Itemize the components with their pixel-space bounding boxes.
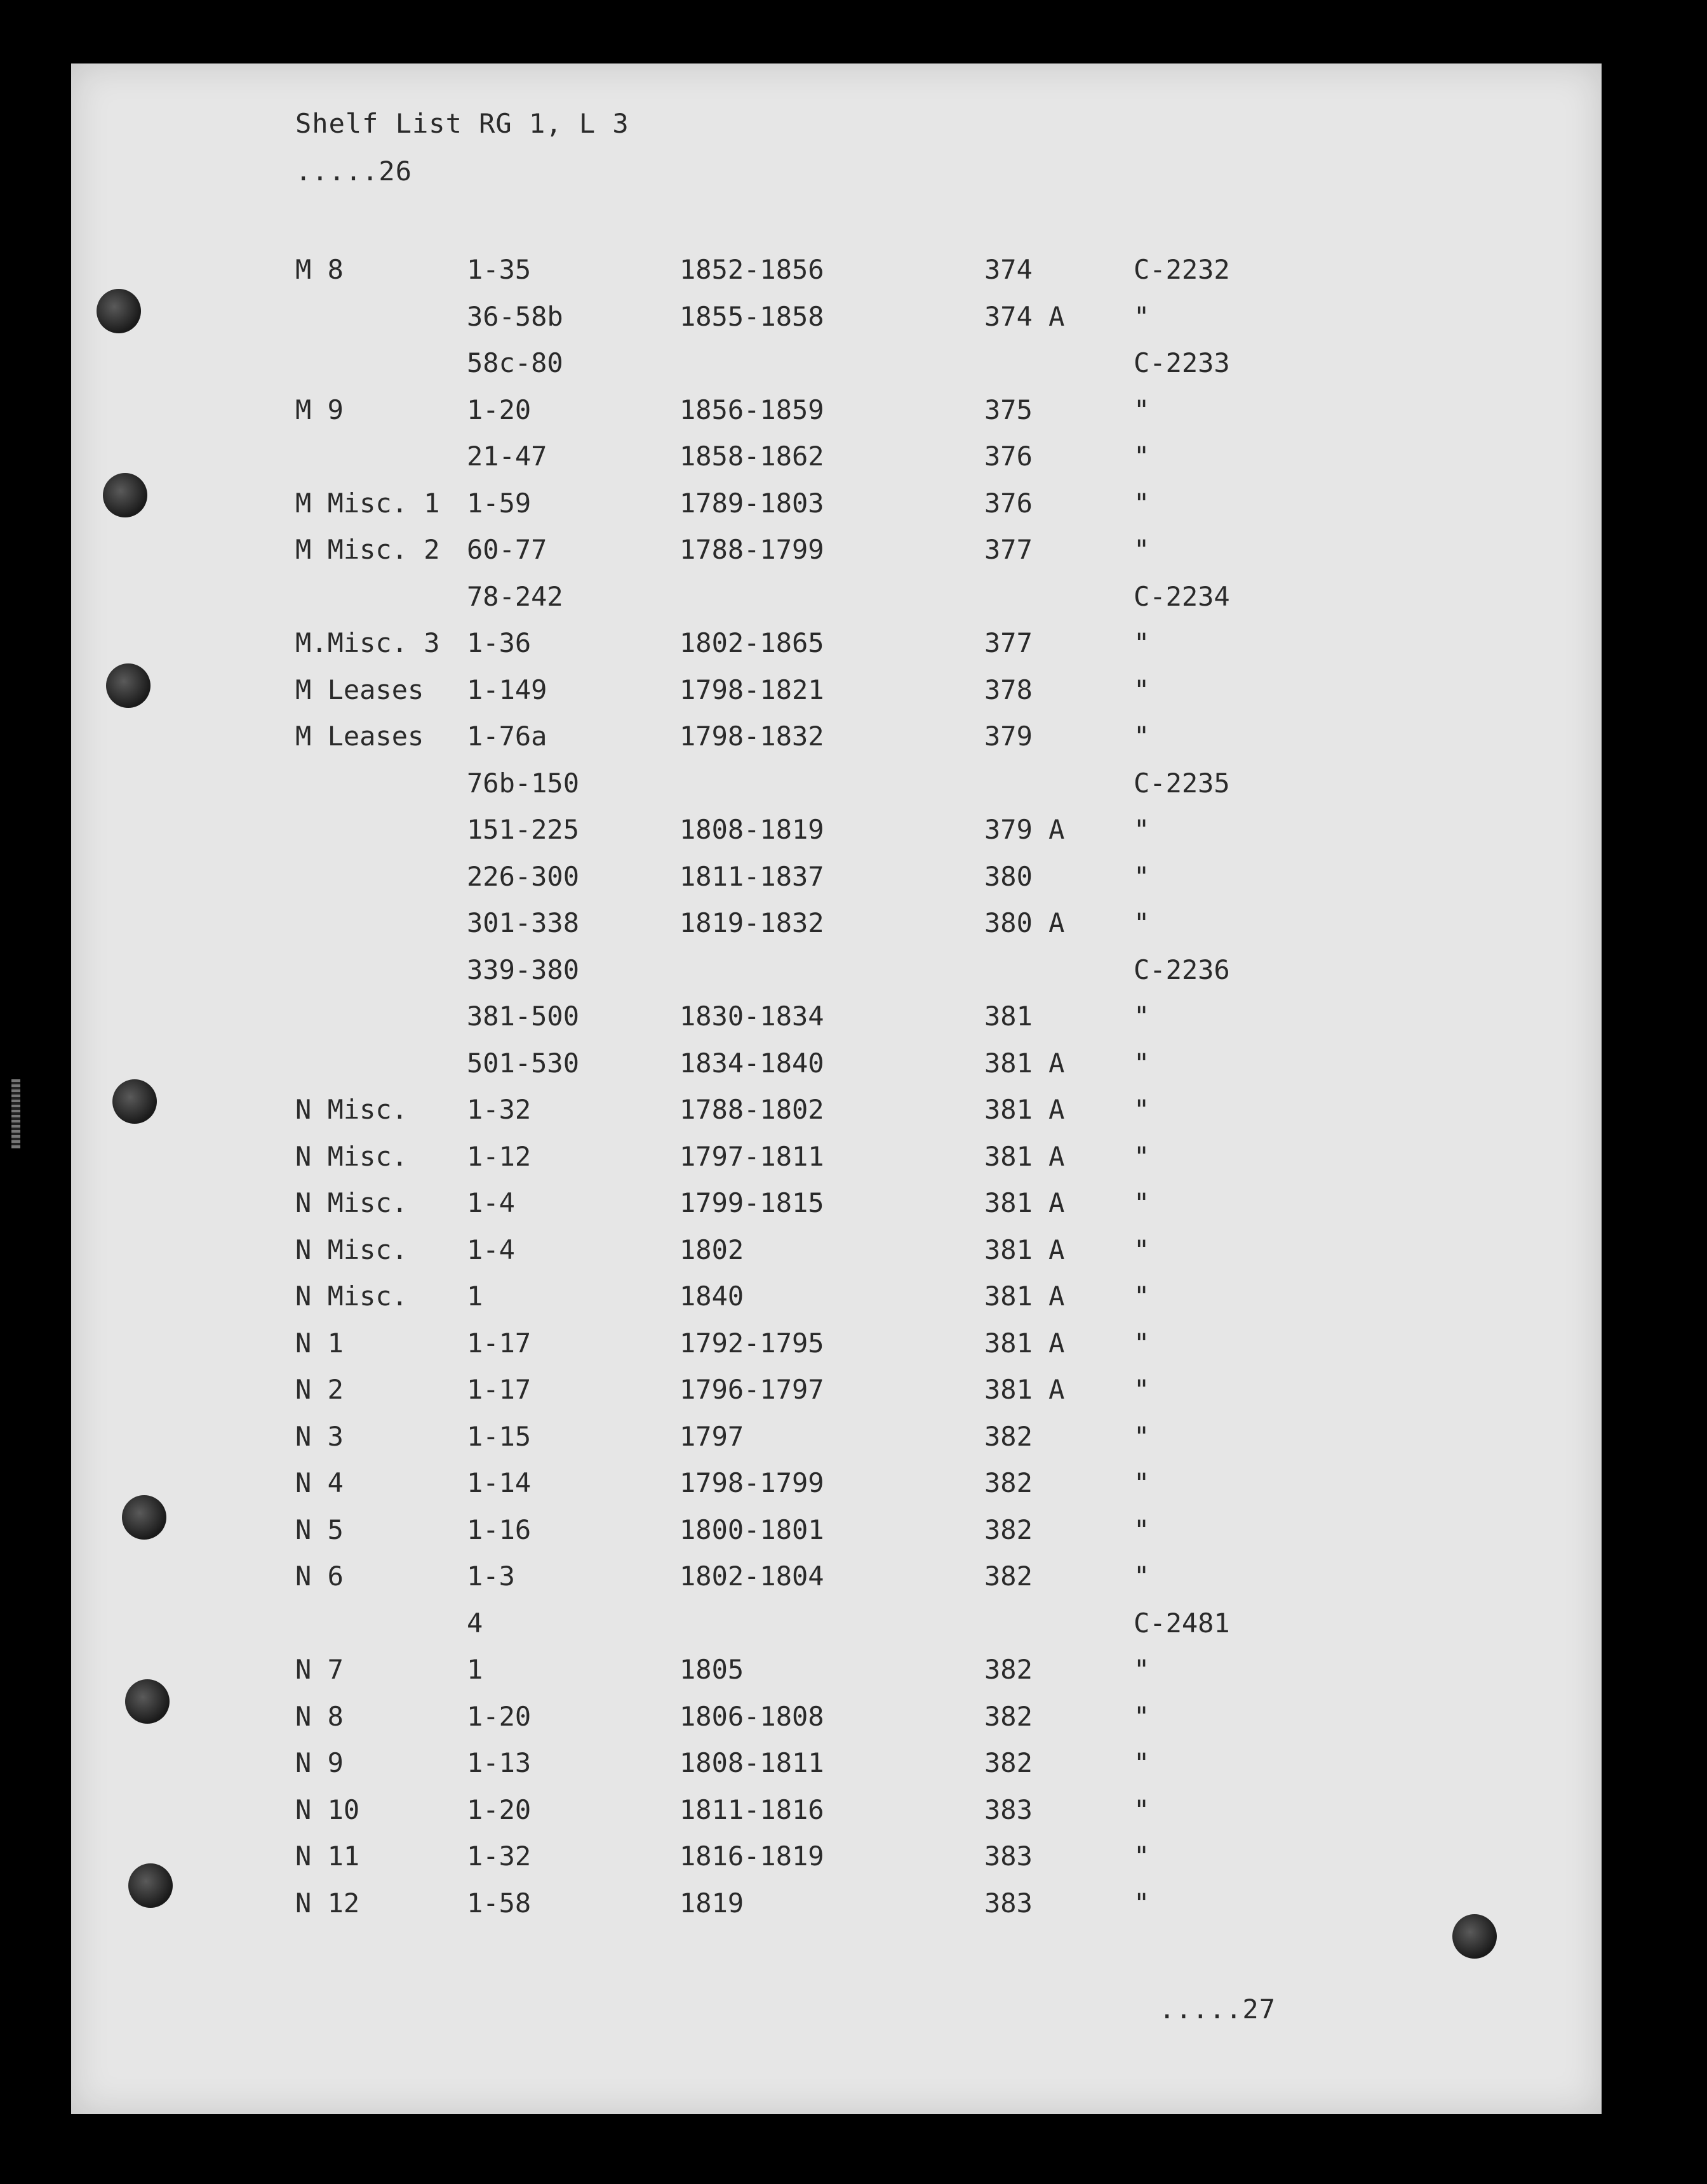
series-cell: N 1 <box>295 1327 344 1359</box>
microfilm-cell: C-2481 <box>1134 1607 1230 1639</box>
previous-page-ref: .....26 <box>295 156 413 187</box>
table-row <box>0 721 1707 766</box>
box-number-cell: 381 A <box>984 1140 1065 1172</box>
microfilm-cell: " <box>1134 1794 1150 1825</box>
item-range-cell: 1-20 <box>467 1700 532 1732</box>
box-number-cell: 383 <box>984 1887 1033 1919</box>
table-row <box>0 1654 1707 1700</box>
box-number-cell: 382 <box>984 1747 1033 1778</box>
microfilm-cell: " <box>1134 1374 1150 1405</box>
date-range-cell: 1789-1803 <box>679 487 824 519</box>
date-range-cell: 1797 <box>679 1420 744 1452</box>
table-row <box>0 1094 1707 1140</box>
microfilm-cell: C-2234 <box>1134 580 1230 612</box>
date-range-cell: 1808-1811 <box>679 1747 824 1778</box>
table-row <box>0 488 1707 533</box>
table-row <box>0 1794 1707 1840</box>
microfilm-cell: " <box>1134 1281 1150 1312</box>
series-cell: M Leases <box>295 674 424 705</box>
table-row <box>0 1141 1707 1187</box>
box-number-cell: 382 <box>984 1700 1033 1732</box>
item-range-cell: 381-500 <box>467 1001 580 1032</box>
microfilm-cell: " <box>1134 1187 1150 1218</box>
item-range-cell: 1-13 <box>467 1747 532 1778</box>
microfilm-cell: " <box>1134 1887 1150 1919</box>
document-title: Shelf List RG 1, L 3 <box>295 108 629 139</box>
microfilm-cell: " <box>1134 860 1150 892</box>
item-range-cell: 1 <box>467 1281 483 1312</box>
box-number-cell: 380 A <box>984 907 1065 938</box>
series-cell: N 5 <box>295 1514 344 1545</box>
box-number-cell: 383 <box>984 1841 1033 1872</box>
microfilm-cell: C-2233 <box>1134 347 1230 378</box>
box-number-cell: 379 A <box>984 814 1065 845</box>
item-range-cell: 339-380 <box>467 954 580 985</box>
series-cell: N 3 <box>295 1420 344 1452</box>
item-range-cell: 60-77 <box>467 534 547 565</box>
microfilm-cell: C-2232 <box>1134 254 1230 285</box>
microfilm-cell: C-2235 <box>1134 767 1230 799</box>
item-range-cell: 78-242 <box>467 580 563 612</box>
series-cell: N Misc. <box>295 1094 408 1125</box>
item-range-cell: 1-20 <box>467 394 532 425</box>
date-range-cell: 1830-1834 <box>679 1001 824 1032</box>
series-cell: N Misc. <box>295 1234 408 1265</box>
item-range-cell: 58c-80 <box>467 347 563 378</box>
series-cell: M 9 <box>295 394 344 425</box>
item-range-cell: 76b-150 <box>467 767 580 799</box>
item-range-cell: 1-4 <box>467 1187 515 1218</box>
series-cell: N 8 <box>295 1700 344 1732</box>
item-range-cell: 1-16 <box>467 1514 532 1545</box>
microfilm-cell: " <box>1134 1654 1150 1685</box>
box-number-cell: 381 A <box>984 1187 1065 1218</box>
date-range-cell: 1802 <box>679 1234 744 1265</box>
box-number-cell: 381 A <box>984 1234 1065 1265</box>
date-range-cell: 1798-1799 <box>679 1467 824 1498</box>
microfilm-cell: " <box>1134 1094 1150 1125</box>
microfilm-cell: " <box>1134 1001 1150 1032</box>
box-number-cell: 381 A <box>984 1327 1065 1359</box>
box-number-cell: 375 <box>984 394 1033 425</box>
box-number-cell: 383 <box>984 1794 1033 1825</box>
item-range-cell: 1-20 <box>467 1794 532 1825</box>
box-number-cell: 381 A <box>984 1094 1065 1125</box>
table-row <box>0 301 1707 347</box>
series-cell: N Misc. <box>295 1140 408 1172</box>
table-row <box>0 394 1707 440</box>
date-range-cell: 1802-1804 <box>679 1561 824 1592</box>
series-cell: N 6 <box>295 1561 344 1592</box>
microfilm-cell: C-2236 <box>1134 954 1230 985</box>
table-row <box>0 1467 1707 1513</box>
date-range-cell: 1798-1821 <box>679 674 824 705</box>
date-range-cell: 1816-1819 <box>679 1841 824 1872</box>
series-cell: N 2 <box>295 1374 344 1405</box>
table-row <box>0 441 1707 486</box>
box-number-cell: 380 <box>984 860 1033 892</box>
item-range-cell: 4 <box>467 1607 483 1639</box>
item-range-cell: 36-58b <box>467 300 563 332</box>
table-row <box>0 1888 1707 1933</box>
item-range-cell: 1-17 <box>467 1327 532 1359</box>
table-row <box>0 1561 1707 1606</box>
item-range-cell: 1-35 <box>467 254 532 285</box>
date-range-cell: 1796-1797 <box>679 1374 824 1405</box>
table-row <box>0 1001 1707 1046</box>
date-range-cell: 1788-1799 <box>679 534 824 565</box>
table-row <box>0 581 1707 627</box>
box-number-cell: 374 A <box>984 300 1065 332</box>
series-cell: M Misc. 2 <box>295 534 440 565</box>
microfilm-cell: " <box>1134 1140 1150 1172</box>
microfilm-cell: " <box>1134 1700 1150 1732</box>
item-range-cell: 1-15 <box>467 1420 532 1452</box>
next-page-ref: .....27 <box>1159 1994 1276 2025</box>
date-range-cell: 1858-1862 <box>679 441 824 472</box>
date-range-cell: 1802-1865 <box>679 627 824 658</box>
series-cell: M Misc. 1 <box>295 487 440 519</box>
table-row <box>0 254 1707 300</box>
box-number-cell: 378 <box>984 674 1033 705</box>
table-row <box>0 1608 1707 1653</box>
microfilm-cell: " <box>1134 814 1150 845</box>
microfilm-cell: " <box>1134 907 1150 938</box>
microfilm-cell: " <box>1134 627 1150 658</box>
microfilm-cell: " <box>1134 300 1150 332</box>
item-range-cell: 151-225 <box>467 814 580 845</box>
item-range-cell: 1-59 <box>467 487 532 519</box>
table-row <box>0 1374 1707 1420</box>
date-range-cell: 1819-1832 <box>679 907 824 938</box>
box-number-cell: 379 <box>984 721 1033 752</box>
date-range-cell: 1855-1858 <box>679 300 824 332</box>
date-range-cell: 1834-1840 <box>679 1047 824 1079</box>
box-number-cell: 382 <box>984 1654 1033 1685</box>
table-row <box>0 627 1707 673</box>
box-number-cell: 382 <box>984 1420 1033 1452</box>
item-range-cell: 226-300 <box>467 860 580 892</box>
item-range-cell: 21-47 <box>467 441 547 472</box>
item-range-cell: 1 <box>467 1654 483 1685</box>
item-range-cell: 1-149 <box>467 674 547 705</box>
box-number-cell: 377 <box>984 627 1033 658</box>
microfilm-cell: " <box>1134 1467 1150 1498</box>
item-range-cell: 1-17 <box>467 1374 532 1405</box>
table-row <box>0 1048 1707 1093</box>
series-cell: N 9 <box>295 1747 344 1778</box>
item-range-cell: 1-58 <box>467 1887 532 1919</box>
table-row <box>0 954 1707 1000</box>
microfilm-cell: " <box>1134 534 1150 565</box>
date-range-cell: 1856-1859 <box>679 394 824 425</box>
table-row <box>0 768 1707 813</box>
item-range-cell: 1-76a <box>467 721 547 752</box>
date-range-cell: 1811-1816 <box>679 1794 824 1825</box>
date-range-cell: 1805 <box>679 1654 744 1685</box>
table-row <box>0 1514 1707 1560</box>
table-row <box>0 1234 1707 1280</box>
table-row <box>0 907 1707 953</box>
microfilm-cell: " <box>1134 1234 1150 1265</box>
box-number-cell: 381 A <box>984 1047 1065 1079</box>
series-cell: N 10 <box>295 1794 360 1825</box>
date-range-cell: 1806-1808 <box>679 1700 824 1732</box>
item-range-cell: 501-530 <box>467 1047 580 1079</box>
table-row <box>0 1747 1707 1793</box>
date-range-cell: 1840 <box>679 1281 744 1312</box>
box-number-cell: 376 <box>984 441 1033 472</box>
microfilm-cell: " <box>1134 487 1150 519</box>
table-row <box>0 534 1707 580</box>
series-cell: N Misc. <box>295 1281 408 1312</box>
date-range-cell: 1808-1819 <box>679 814 824 845</box>
table-row <box>0 1841 1707 1886</box>
microfilm-cell: " <box>1134 1747 1150 1778</box>
item-range-cell: 1-12 <box>467 1140 532 1172</box>
series-cell: M.Misc. 3 <box>295 627 440 658</box>
microfilm-cell: " <box>1134 674 1150 705</box>
series-cell: N 4 <box>295 1467 344 1498</box>
microfilm-cell: " <box>1134 721 1150 752</box>
box-number-cell: 382 <box>984 1467 1033 1498</box>
series-cell: M Leases <box>295 721 424 752</box>
microfilm-cell: " <box>1134 1841 1150 1872</box>
date-range-cell: 1852-1856 <box>679 254 824 285</box>
box-number-cell: 374 <box>984 254 1033 285</box>
table-row <box>0 1281 1707 1326</box>
table-row <box>0 1421 1707 1467</box>
box-number-cell: 382 <box>984 1514 1033 1545</box>
item-range-cell: 1-4 <box>467 1234 515 1265</box>
table-row <box>0 1701 1707 1747</box>
item-range-cell: 1-32 <box>467 1841 532 1872</box>
box-number-cell: 377 <box>984 534 1033 565</box>
series-cell: N 11 <box>295 1841 360 1872</box>
date-range-cell: 1811-1837 <box>679 860 824 892</box>
box-number-cell: 381 <box>984 1001 1033 1032</box>
table-row <box>0 861 1707 907</box>
item-range-cell: 1-3 <box>467 1561 515 1592</box>
date-range-cell: 1797-1811 <box>679 1140 824 1172</box>
series-cell: N 7 <box>295 1654 344 1685</box>
microfilm-cell: " <box>1134 394 1150 425</box>
series-cell: N 12 <box>295 1887 360 1919</box>
series-cell: N Misc. <box>295 1187 408 1218</box>
microfilm-cell: " <box>1134 1420 1150 1452</box>
table-row <box>0 347 1707 393</box>
box-number-cell: 381 A <box>984 1281 1065 1312</box>
item-range-cell: 1-14 <box>467 1467 532 1498</box>
date-range-cell: 1800-1801 <box>679 1514 824 1545</box>
series-cell: M 8 <box>295 254 344 285</box>
box-number-cell: 381 A <box>984 1374 1065 1405</box>
date-range-cell: 1798-1832 <box>679 721 824 752</box>
box-number-cell: 376 <box>984 487 1033 519</box>
microfilm-cell: " <box>1134 1327 1150 1359</box>
microfilm-cell: " <box>1134 1047 1150 1079</box>
date-range-cell: 1788-1802 <box>679 1094 824 1125</box>
item-range-cell: 301-338 <box>467 907 580 938</box>
table-row <box>0 1187 1707 1233</box>
date-range-cell: 1819 <box>679 1887 744 1919</box>
item-range-cell: 1-32 <box>467 1094 532 1125</box>
box-number-cell: 382 <box>984 1561 1033 1592</box>
microfilm-cell: " <box>1134 1561 1150 1592</box>
microfilm-cell: " <box>1134 441 1150 472</box>
item-range-cell: 1-36 <box>467 627 532 658</box>
date-range-cell: 1799-1815 <box>679 1187 824 1218</box>
table-row <box>0 674 1707 720</box>
date-range-cell: 1792-1795 <box>679 1327 824 1359</box>
table-row <box>0 1328 1707 1373</box>
table-row <box>0 814 1707 860</box>
microfilm-cell: " <box>1134 1514 1150 1545</box>
